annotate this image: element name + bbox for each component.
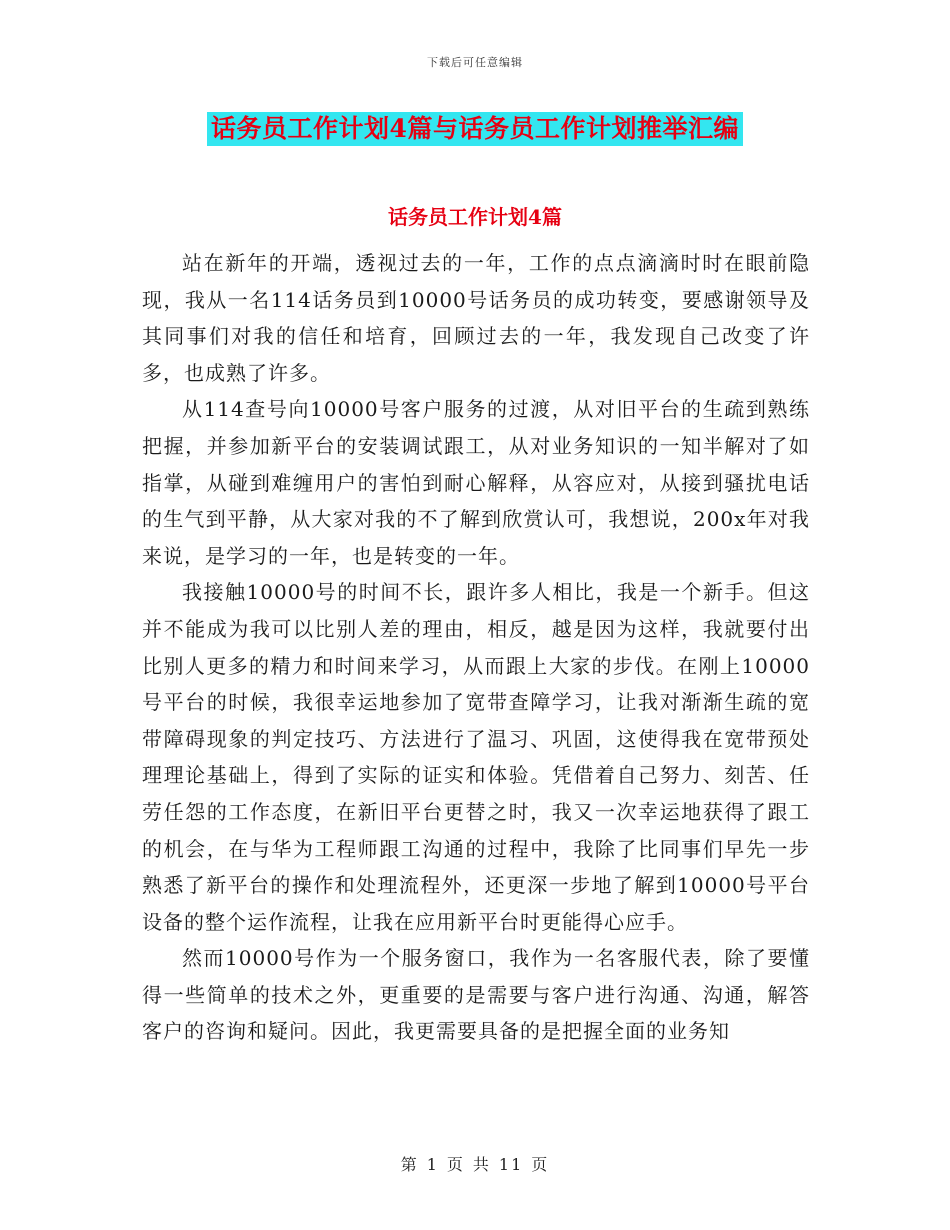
section-title: 话务员工作计划4篇 bbox=[388, 205, 562, 229]
title-wrapper bbox=[0, 112, 950, 146]
paragraph-1: 站在新年的开端，透视过去的一年，工作的点点滴滴时时在眼前隐现，我从一名114话务员到10000号话务员的成功转变，要感谢领导及其同事们对我的信任和培育，回顾过去的一年，我发现自己改变了许多，也成熟了许多。 bbox=[142, 251, 810, 385]
body-text bbox=[142, 245, 810, 1050]
page-label-mid: 页 bbox=[446, 1155, 465, 1174]
page-footer bbox=[0, 1152, 950, 1175]
page-number: 1 bbox=[426, 1155, 439, 1174]
paragraph-3: 我接触10000号的时间不长，跟许多人相比，我是一个新手。但这并不能成为我可以比别人差的理由，相反，越是因为这样，我就要付出比别人更多的精力和时间来学习，从而跟上大家的步伐。在刚上10000号平台的时候，我很幸运地参加了宽带查障学习，让我对渐渐生疏的宽带障碍现象的判定技巧、方法进行了温习、巩固，这使得我在宽带预处理理论基础上，得到了实际的证实和体验。凭借着自己努力、刻苦、任劳任怨的工作态度，在新旧平台更替之时，我又一次幸运地获得了跟工的机会，在与华为工程师跟工沟通的过程中，我除了比同事们早先一步熟悉了新平台的操作和处理流程外，还更深一步地了解到10000号平台设备的整个运作流程，让我在应用新平台时更能得心应手。 bbox=[142, 580, 810, 934]
paragraph-4: 然而10000号作为一个服务窗口，我作为一名客服代表，除了要懂得一些简单的技术之外，更重要的是需要与客户进行沟通、沟通，解答客户的咨询和疑问。因此，我更需要具备的是把握全面的业务知 bbox=[142, 946, 810, 1044]
total-label-prefix: 共 bbox=[472, 1155, 491, 1174]
header-note: 下载后可任意编辑 bbox=[427, 56, 523, 69]
page-label-prefix: 第 bbox=[400, 1155, 419, 1174]
total-pages: 11 bbox=[498, 1155, 524, 1174]
paragraph-2: 从114查号向10000号客户服务的过渡，从对旧平台的生疏到熟练把握，并参加新平台的安装调试跟工，从对业务知识的一知半解对了如指掌，从碰到难缠用户的害怕到耐心解释，从容应对，从接到骚扰电话的生气到平静，从大家对我的不了解到欣赏认可，我想说，200x年对我来说，是学习的一年，也是转变的一年。 bbox=[142, 397, 810, 568]
total-label-suffix: 页 bbox=[531, 1155, 550, 1174]
document-title: 话务员工作计划4篇与话务员工作计划推举汇编 bbox=[207, 112, 743, 146]
